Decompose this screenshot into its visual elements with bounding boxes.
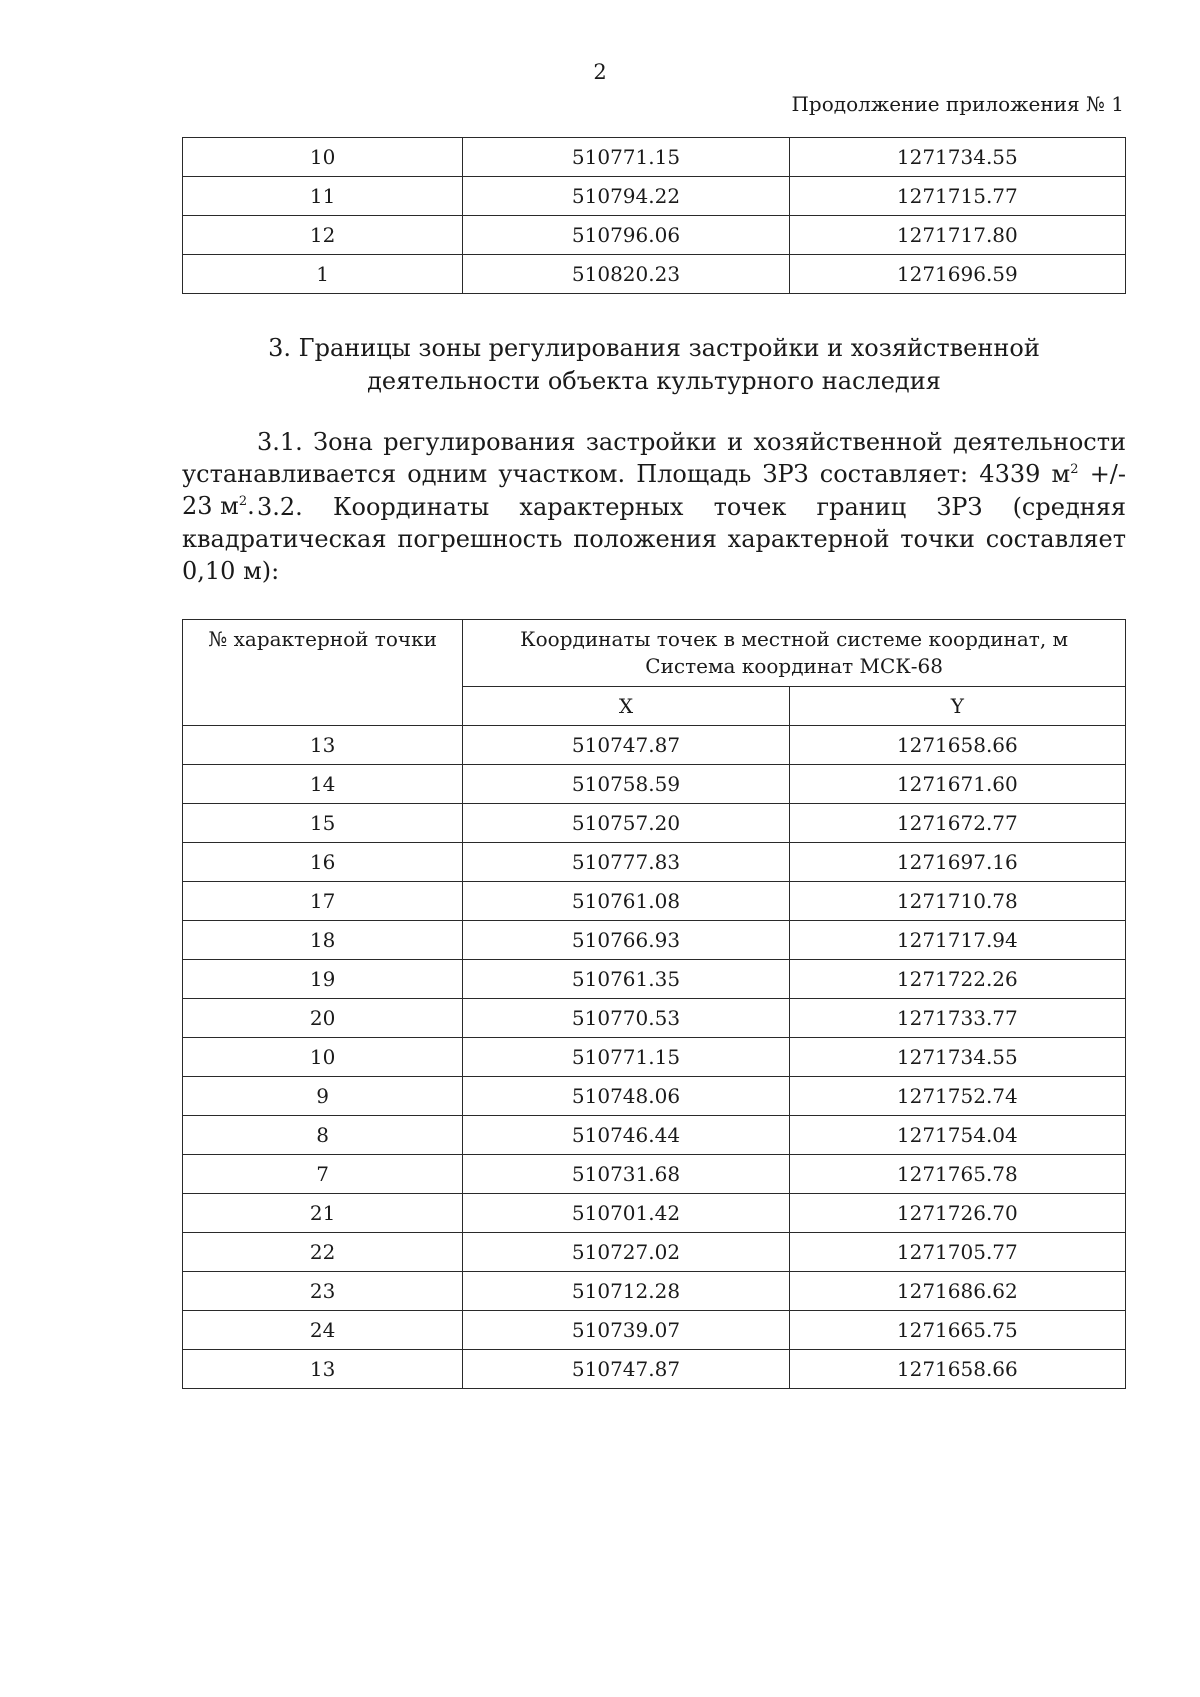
y-coordinate-cell: 1271752.74 (789, 1077, 1125, 1116)
x-coordinate-cell: 510761.08 (463, 882, 789, 921)
table-row (183, 1194, 1126, 1233)
table-row (183, 216, 1126, 255)
header-point-number: № характерной точки (183, 620, 463, 726)
table-row (183, 765, 1126, 804)
table-row (183, 138, 1126, 177)
x-coordinate-cell: 510794.22 (463, 177, 789, 216)
y-coordinate-cell: 1271672.77 (789, 804, 1125, 843)
y-coordinate-cell: 1271671.60 (789, 765, 1125, 804)
point-number-cell: 8 (183, 1116, 463, 1155)
section-title-line2: деятельности объекта культурного наследия (367, 367, 941, 395)
x-coordinate-cell: 510758.59 (463, 765, 789, 804)
point-number-cell: 15 (183, 804, 463, 843)
point-number-cell: 1 (183, 255, 463, 294)
y-coordinate-cell: 1271710.78 (789, 882, 1125, 921)
header-coordinates-line2: Система координат МСК-68 (645, 654, 944, 678)
table-row (183, 177, 1126, 216)
table-row (183, 1272, 1126, 1311)
point-number-cell: 20 (183, 999, 463, 1038)
point-number-cell: 24 (183, 1311, 463, 1350)
y-coordinate-cell: 1271722.26 (789, 960, 1125, 999)
point-number-cell: 16 (183, 843, 463, 882)
paragraph-3-2 (182, 491, 1126, 587)
y-coordinate-cell: 1271717.80 (789, 216, 1125, 255)
section-title-line1: 3. Границы зоны регулирования застройки и хозяйственной (268, 334, 1040, 362)
paragraph-3-2-rest: квадратическая погрешность положения характерной точки составляет 0,10 м): (182, 525, 1126, 585)
point-number-cell: 23 (183, 1272, 463, 1311)
x-coordinate-cell: 510766.93 (463, 921, 789, 960)
y-coordinate-cell: 1271697.16 (789, 843, 1125, 882)
table-row (183, 1077, 1126, 1116)
continuation-label: Продолжение приложения № 1 (791, 92, 1124, 116)
table-row (183, 1311, 1126, 1350)
table-row (183, 1233, 1126, 1272)
superscript: 2 (1070, 462, 1079, 477)
x-coordinate-cell: 510771.15 (463, 1038, 789, 1077)
x-coordinate-cell: 510727.02 (463, 1233, 789, 1272)
x-coordinate-cell: 510757.20 (463, 804, 789, 843)
y-coordinate-cell: 1271665.75 (789, 1311, 1125, 1350)
y-coordinate-cell: 1271726.70 (789, 1194, 1125, 1233)
point-number-cell: 17 (183, 882, 463, 921)
y-coordinate-cell: 1271705.77 (789, 1233, 1125, 1272)
y-coordinate-cell: 1271658.66 (789, 726, 1125, 765)
point-number-cell: 7 (183, 1155, 463, 1194)
section-title (182, 332, 1126, 398)
table-row (183, 1038, 1126, 1077)
table-row (183, 1116, 1126, 1155)
point-number-cell: 22 (183, 1233, 463, 1272)
header-coordinates-line1: Координаты точек в местной системе координат, м (520, 627, 1069, 651)
table-row (183, 843, 1126, 882)
point-number-cell: 13 (183, 1350, 463, 1389)
point-number-cell: 21 (183, 1194, 463, 1233)
paragraph-3-1-text: . (247, 492, 255, 520)
table-row (183, 804, 1126, 843)
x-coordinate-cell: 510777.83 (463, 843, 789, 882)
y-coordinate-cell: 1271734.55 (789, 1038, 1125, 1077)
zrz-coordinates-table (182, 619, 1126, 1389)
x-coordinate-cell: 510701.42 (463, 1194, 789, 1233)
header-x: X (463, 687, 789, 726)
point-number-cell: 19 (183, 960, 463, 999)
top-table-body (183, 138, 1126, 294)
paragraph-3-1-text: 3.1. Зона регулирования застройки и хозяйственной деятельности устанавливается одним участком. Площадь ЗРЗ составляет: 4339 м (182, 428, 1126, 488)
point-number-cell: 18 (183, 921, 463, 960)
point-number-cell: 10 (183, 1038, 463, 1077)
paragraph-3-1-text: +/- 23 м (182, 460, 1126, 520)
point-number-cell: 13 (183, 726, 463, 765)
y-coordinate-cell: 1271658.66 (789, 1350, 1125, 1389)
y-coordinate-cell: 1271717.94 (789, 921, 1125, 960)
point-number-cell: 9 (183, 1077, 463, 1116)
y-coordinate-cell: 1271734.55 (789, 138, 1125, 177)
header-y: Y (789, 687, 1125, 726)
y-coordinate-cell: 1271696.59 (789, 255, 1125, 294)
point-number-cell: 14 (183, 765, 463, 804)
x-coordinate-cell: 510748.06 (463, 1077, 789, 1116)
table-row (183, 255, 1126, 294)
table-row (183, 999, 1126, 1038)
x-coordinate-cell: 510739.07 (463, 1311, 789, 1350)
point-number-cell: 12 (183, 216, 463, 255)
y-coordinate-cell: 1271754.04 (789, 1116, 1125, 1155)
header-coordinates (463, 620, 1126, 687)
table-row (183, 1155, 1126, 1194)
x-coordinate-cell: 510761.35 (463, 960, 789, 999)
x-coordinate-cell: 510796.06 (463, 216, 789, 255)
x-coordinate-cell: 510731.68 (463, 1155, 789, 1194)
x-coordinate-cell: 510712.28 (463, 1272, 789, 1311)
x-coordinate-cell: 510746.44 (463, 1116, 789, 1155)
page-number: 2 (593, 60, 607, 84)
table-row (183, 921, 1126, 960)
x-coordinate-cell: 510747.87 (463, 726, 789, 765)
superscript: 2 (238, 494, 248, 509)
table-row (183, 1350, 1126, 1389)
x-coordinate-cell: 510770.53 (463, 999, 789, 1038)
top-coordinates-table (182, 137, 1126, 294)
x-coordinate-cell: 510820.23 (463, 255, 789, 294)
x-coordinate-cell: 510747.87 (463, 1350, 789, 1389)
y-coordinate-cell: 1271765.78 (789, 1155, 1125, 1194)
main-table-body (183, 726, 1126, 1389)
y-coordinate-cell: 1271715.77 (789, 177, 1125, 216)
table-row (183, 960, 1126, 999)
x-coordinate-cell: 510771.15 (463, 138, 789, 177)
paragraph-3-2-line1: 3.2. Координаты характерных точек границ ЗРЗ (средняя (257, 493, 1126, 521)
y-coordinate-cell: 1271733.77 (789, 999, 1125, 1038)
table-row (183, 726, 1126, 765)
point-number-cell: 10 (183, 138, 463, 177)
point-number-cell: 11 (183, 177, 463, 216)
table-row (183, 882, 1126, 921)
y-coordinate-cell: 1271686.62 (789, 1272, 1125, 1311)
